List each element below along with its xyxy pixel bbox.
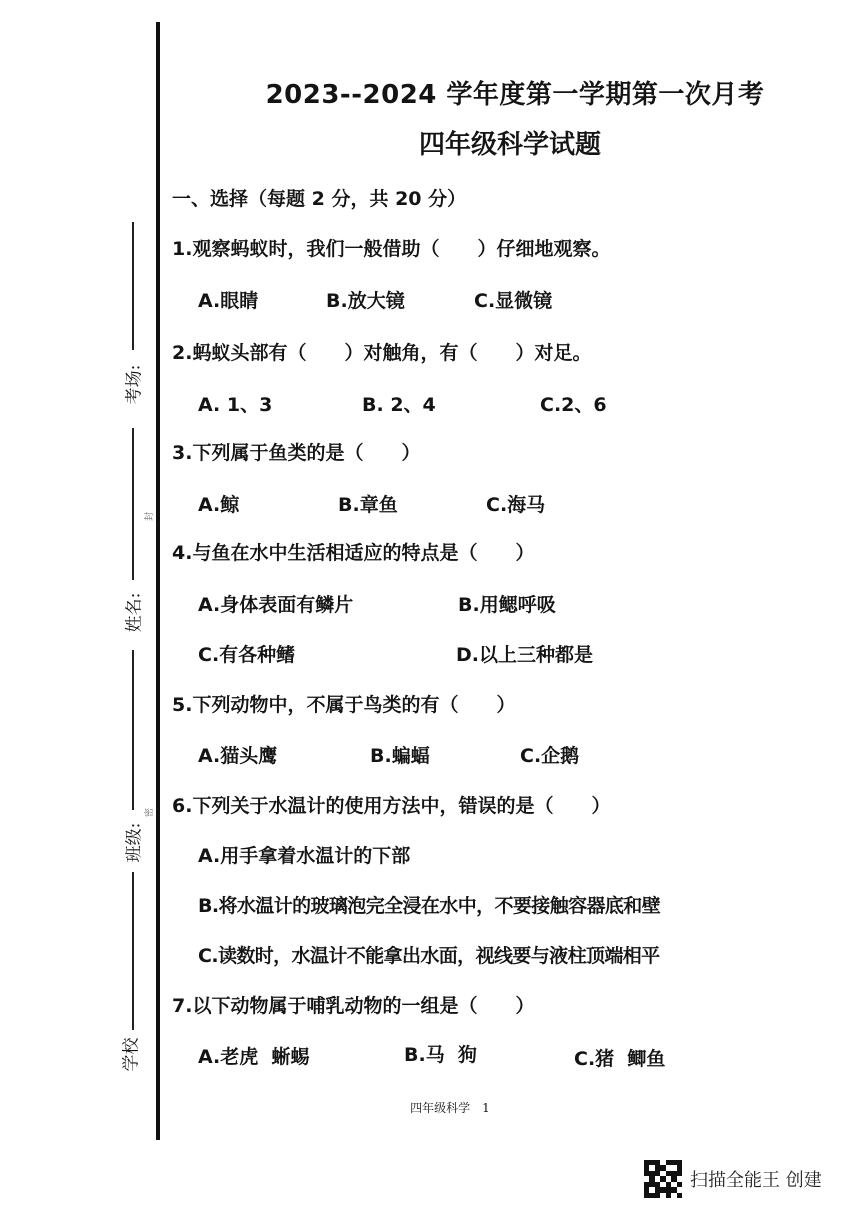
- secret-mark: 密: [145, 807, 156, 818]
- qr-code-icon: [644, 1160, 682, 1198]
- q7-option-a: A.老虎 蜥蜴: [198, 1046, 310, 1068]
- q4-option-c: C.有各种鳍: [198, 644, 296, 666]
- binding-fill-line: [132, 872, 134, 1030]
- question-1: 1.观察蚂蚁时，我们一般借助（ ）仔细地观察。: [172, 238, 611, 260]
- q6-option-a: A.用手拿着水温计的下部: [198, 845, 411, 867]
- page-footer: 四年级科学 1: [410, 1101, 490, 1115]
- question-7: 7.以下动物属于哺乳动物的一组是（ ）: [172, 995, 535, 1017]
- q1-option-c: C.显微镜: [474, 290, 553, 312]
- q4-option-d: D.以上三种都是: [456, 644, 593, 666]
- q5-option-c: C.企鹅: [520, 745, 580, 767]
- binding-fill-line: [132, 428, 134, 580]
- scanner-badge[interactable]: [644, 1160, 822, 1198]
- class-label: 班级:: [124, 822, 145, 863]
- question-4: 4.与鱼在水中生活相适应的特点是（ ）: [172, 542, 535, 564]
- exam-title: 2023--2024 学年度第一学期第一次月考: [265, 80, 765, 110]
- q2-option-b: B. 2、4: [362, 394, 436, 416]
- school-label: 学校: [121, 1037, 142, 1072]
- exam-room-label: 考场:: [124, 364, 145, 405]
- q3-option-b: B.章鱼: [338, 494, 398, 516]
- q3-option-c: C.海马: [486, 494, 546, 516]
- section-heading: 一、选择（每题 2 分，共 20 分）: [172, 188, 467, 210]
- question-2: 2.蚂蚁头部有（ ）对触角，有（ ）对足。: [172, 342, 592, 364]
- q1-option-a: A.眼睛: [198, 290, 259, 312]
- q3-option-a: A.鲸: [198, 494, 240, 516]
- question-5: 5.下列动物中，不属于鸟类的有（ ）: [172, 694, 516, 716]
- q6-option-b: B.将水温计的玻璃泡完全浸在水中，不要接触容器底和壁: [198, 895, 661, 917]
- q4-option-b: B.用鳃呼吸: [458, 594, 556, 616]
- q4-option-a: A.身体表面有鳞片: [198, 594, 354, 616]
- binding-fill-line: [132, 222, 134, 350]
- q6-option-c: C.读数时，水温计不能拿出水面，视线要与液柱顶端相平: [198, 945, 660, 967]
- q2-option-c: C.2、6: [540, 394, 607, 416]
- exam-subtitle: 四年级科学试题: [418, 130, 601, 160]
- q1-option-b: B.放大镜: [326, 290, 405, 312]
- q5-option-b: B.蝙蝠: [370, 745, 430, 767]
- q5-option-a: A.猫头鹰: [198, 745, 278, 767]
- binding-fill-line: [132, 650, 134, 810]
- q2-option-a: A. 1、3: [198, 394, 273, 416]
- q7-option-b: B.马 狗: [404, 1044, 477, 1066]
- question-3: 3.下列属于鱼类的是（ ）: [172, 442, 421, 464]
- seal-mark: 封: [145, 511, 156, 522]
- binding-line: [156, 22, 160, 1140]
- scanner-badge-text: 扫描全能王 创建: [690, 1170, 822, 1191]
- name-label: 姓名:: [124, 592, 145, 633]
- q7-option-c: C.猪 鲫鱼: [574, 1048, 666, 1070]
- question-6: 6.下列关于水温计的使用方法中，错误的是（ ）: [172, 795, 611, 817]
